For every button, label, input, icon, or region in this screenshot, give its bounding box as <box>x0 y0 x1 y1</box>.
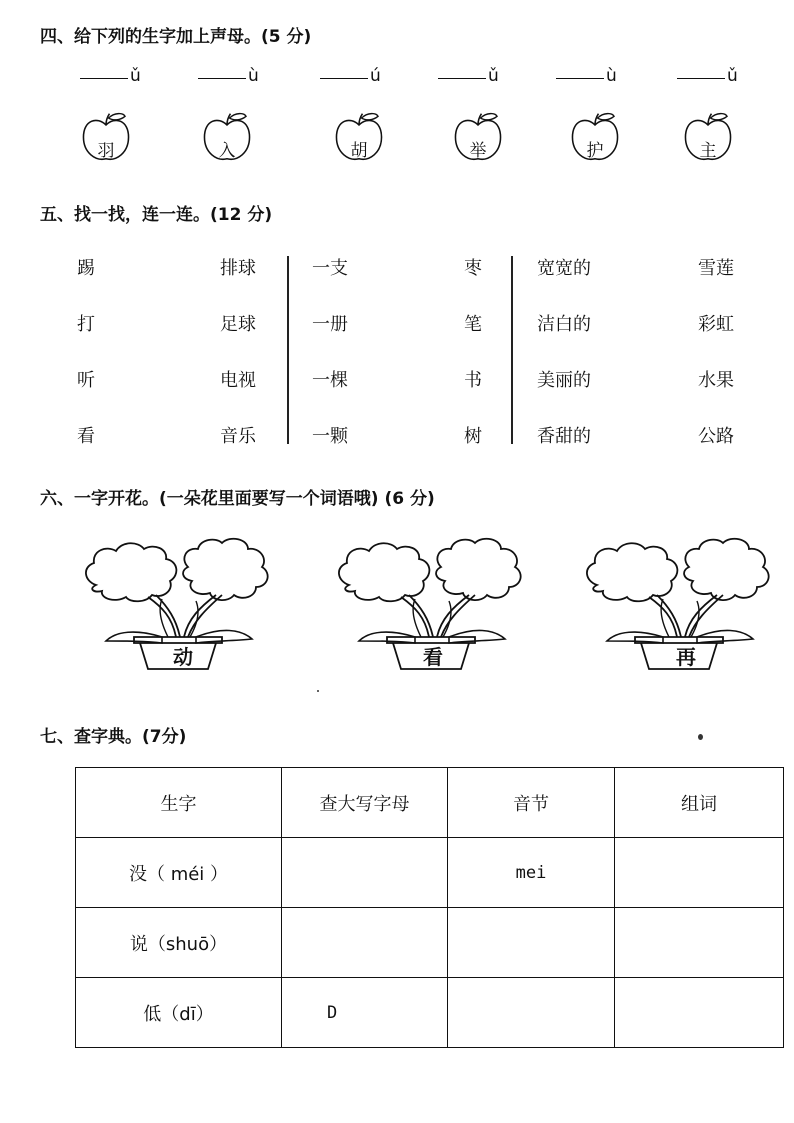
table-row <box>76 838 784 908</box>
table-cell-answer[interactable]: D <box>282 978 448 1048</box>
table-cell-syllable[interactable] <box>448 908 615 978</box>
match-word[interactable]: 美丽的 <box>537 370 591 391</box>
table-header: 生字 <box>76 768 282 838</box>
pinyin-blank-3[interactable]: ú <box>320 66 381 86</box>
match-word[interactable]: 音乐 <box>220 426 256 447</box>
apple-char-4: 举 <box>469 141 487 161</box>
table-cell-answer[interactable] <box>282 908 448 978</box>
table-cell-char: 说（shuō） <box>76 908 282 978</box>
scan-speck <box>317 690 319 692</box>
match-word[interactable]: 足球 <box>220 314 256 335</box>
section7-title: 七、查字典。(7分) <box>40 727 187 747</box>
match-word[interactable]: 树 <box>464 426 482 447</box>
pinyin-blank-6[interactable]: ǔ <box>677 66 738 86</box>
match-word[interactable]: 雪莲 <box>698 258 734 279</box>
match-word[interactable]: 书 <box>464 370 482 391</box>
pinyin-blank-4[interactable]: ǔ <box>438 66 499 86</box>
match-word[interactable]: 电视 <box>220 370 256 391</box>
table-row <box>76 908 784 978</box>
table-row <box>76 978 784 1048</box>
table-cell-answer[interactable] <box>615 908 784 978</box>
match-word[interactable]: 一册 <box>312 314 348 335</box>
match-word[interactable]: 水果 <box>698 370 734 391</box>
pot-char-2: 看 <box>423 645 443 669</box>
match-word[interactable]: 一棵 <box>312 370 348 391</box>
pot-char-1: 动 <box>173 645 193 669</box>
match-word[interactable]: 彩虹 <box>698 314 734 335</box>
apple-char-5: 护 <box>586 141 604 161</box>
pot-char-3: 再 <box>676 645 696 669</box>
table-cell-char: 低（dī） <box>76 978 282 1048</box>
table-cell-answer[interactable] <box>282 838 448 908</box>
table-cell-char: 没（ méi ） <box>76 838 282 908</box>
match-word[interactable]: 宽宽的 <box>537 258 591 279</box>
match-word[interactable]: 看 <box>77 426 95 447</box>
match-word[interactable]: 踢 <box>77 258 95 279</box>
match-word[interactable]: 公路 <box>698 426 734 447</box>
section5-title: 五、找一找，连一连。(12 分) <box>40 205 273 225</box>
match-word[interactable]: 洁白的 <box>537 314 591 335</box>
match-word[interactable]: 一支 <box>312 258 348 279</box>
table-cell-syllable[interactable] <box>448 978 615 1048</box>
match-word[interactable]: 香甜的 <box>537 426 591 447</box>
apple-char-2: 入 <box>218 141 236 161</box>
pinyin-blank-5[interactable]: ù <box>556 66 617 86</box>
pinyin-blank-2[interactable]: ù <box>198 66 259 86</box>
table-header: 音节 <box>448 768 615 838</box>
column-divider <box>511 256 513 444</box>
section4-title: 四、给下列的生字加上声母。(5 分) <box>40 27 312 47</box>
match-word[interactable]: 笔 <box>464 314 482 335</box>
match-word[interactable]: 枣 <box>464 258 482 279</box>
apple-char-6: 主 <box>699 141 717 161</box>
table-cell-answer[interactable] <box>615 978 784 1048</box>
section6-title: 六、一字开花。(一朵花里面要写一个词语哦) (6 分) <box>40 489 435 509</box>
table-cell-answer[interactable] <box>615 838 784 908</box>
dictionary-table <box>75 767 784 1048</box>
pinyin-blank-1[interactable]: ǔ <box>80 66 141 86</box>
table-header: 组词 <box>615 768 784 838</box>
match-word[interactable]: 听 <box>77 370 95 391</box>
table-cell-syllable[interactable]: mei <box>448 838 615 908</box>
match-word[interactable]: 一颗 <box>312 426 348 447</box>
match-word[interactable]: 排球 <box>220 258 256 279</box>
column-divider <box>287 256 289 444</box>
table-header-row <box>76 768 784 838</box>
match-word[interactable]: 打 <box>77 314 95 335</box>
apple-char-3: 胡 <box>350 141 368 161</box>
table-header: 查大写字母 <box>282 768 448 838</box>
scan-speck <box>698 734 703 740</box>
apple-char-1: 羽 <box>97 141 115 161</box>
